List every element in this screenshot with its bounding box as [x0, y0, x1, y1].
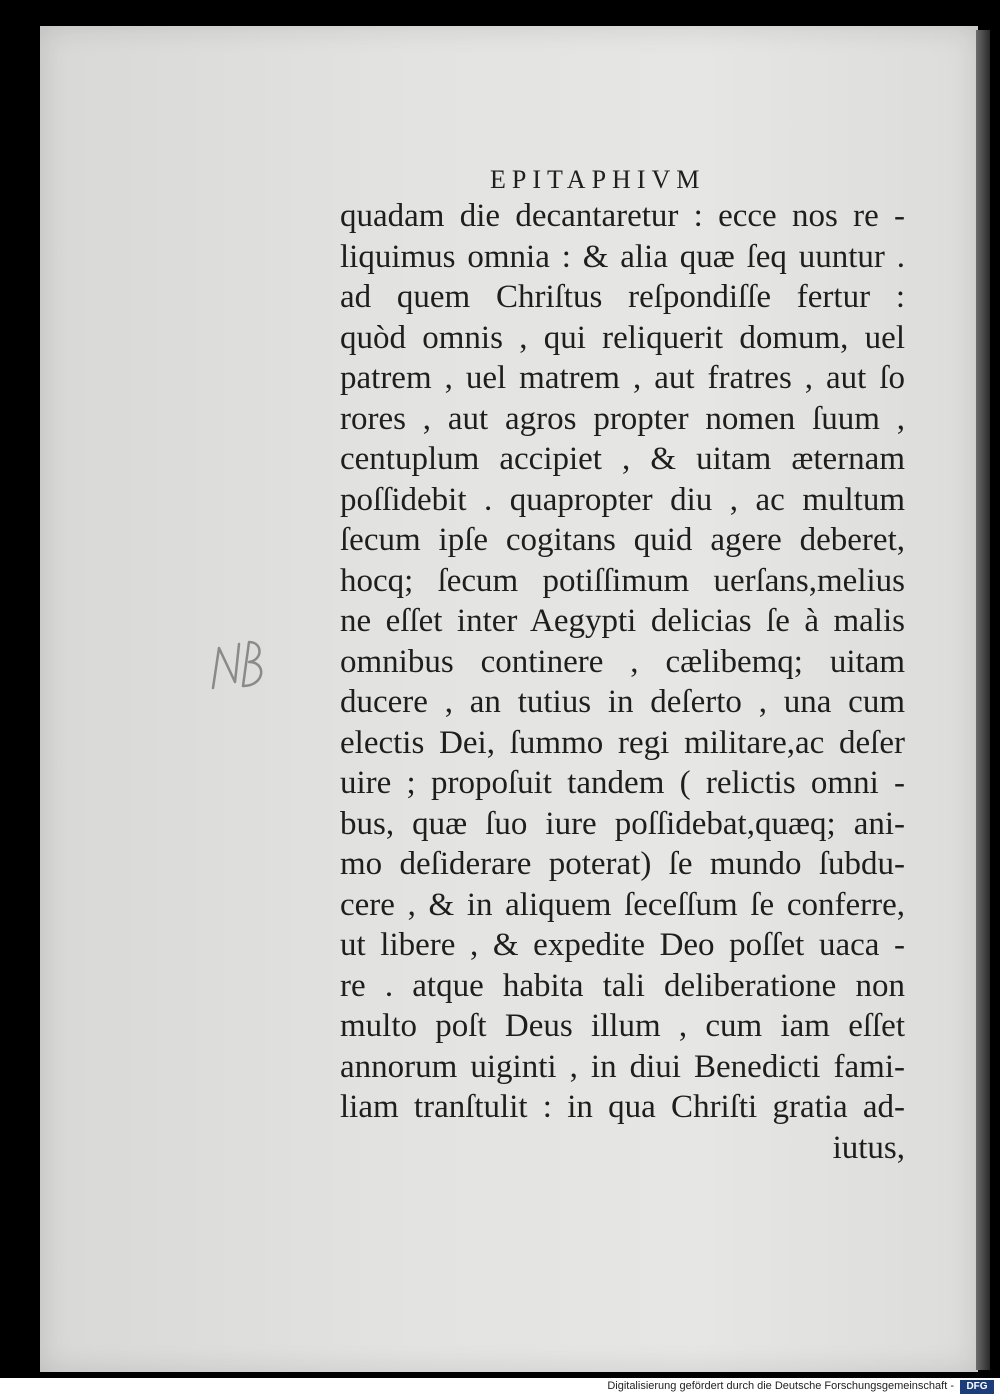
text-line: liquimus omnia : & alia quæ ſeq uuntur . [340, 238, 905, 275]
text-line: rores , aut agros propter nomen ſuum , [340, 400, 905, 437]
text-line: quadam die decantaretur : ecce nos re - [340, 198, 905, 234]
footer-bar [0, 1378, 1000, 1397]
body-text [340, 196, 905, 1168]
text-line: ad quem Chriſtus reſpondiſſe fertur : [340, 279, 905, 315]
margin-note-nb [205, 630, 275, 700]
text-line: hocq; ſecum potiſſimum uerſans,melius [340, 562, 905, 599]
text-line: bus, quæ ſuo iure poſſidebat,quæq; ani- [340, 805, 905, 842]
text-line: poſſidebit . quapropter diu , ac multum [340, 481, 905, 518]
dfg-logo: DFG [960, 1380, 994, 1394]
text-line: patrem , uel matrem , aut fratres , aut ſo [340, 360, 905, 396]
running-head: EPITAPHIVM [490, 165, 706, 194]
text-line: ne eſſet inter Aegypti delicias ſe à malis [340, 603, 905, 639]
text-line: ut libere , & expedite Deo poſſet uaca - [340, 927, 905, 963]
text-line: iutus, [832, 1129, 905, 1166]
text-line: centuplum accipiet , & uitam æternam [340, 441, 905, 477]
text-line: cere , & in aliquem ſeceſſum ſe conferre, [340, 886, 905, 923]
text-line: uire ; propoſuit tandem ( relictis omni - [340, 765, 905, 801]
text-line: liam tranſtulit : in qua Chriſti gratia ad- [340, 1089, 905, 1125]
text-line: electis Dei, ſummo regi militare,ac deſer [340, 724, 905, 761]
text-line: omnibus continere , cælibemq; uitam [340, 643, 905, 680]
text-line: mo deſiderare poterat) ſe mundo ſubdu- [340, 846, 905, 882]
footer-credit: Digitalisierung gefördert durch die Deutsche Forschungsgemeinschaft - [607, 1380, 954, 1392]
text-line: ſecum ipſe cogitans quid agere deberet, [340, 522, 905, 558]
text-line: annorum uiginti , in diui Benedicti fami- [340, 1048, 905, 1085]
text-line: multo poſt Deus illum , cum iam eſſet [340, 1008, 905, 1044]
text-line: re . atque habita tali deliberatione non [340, 967, 905, 1004]
text-line: ducere , an tutius in deſerto , una cum [340, 684, 905, 720]
text-line: quòd omnis , qui reliquerit domum, uel [340, 319, 905, 356]
page-edge-shadow [976, 30, 990, 1370]
